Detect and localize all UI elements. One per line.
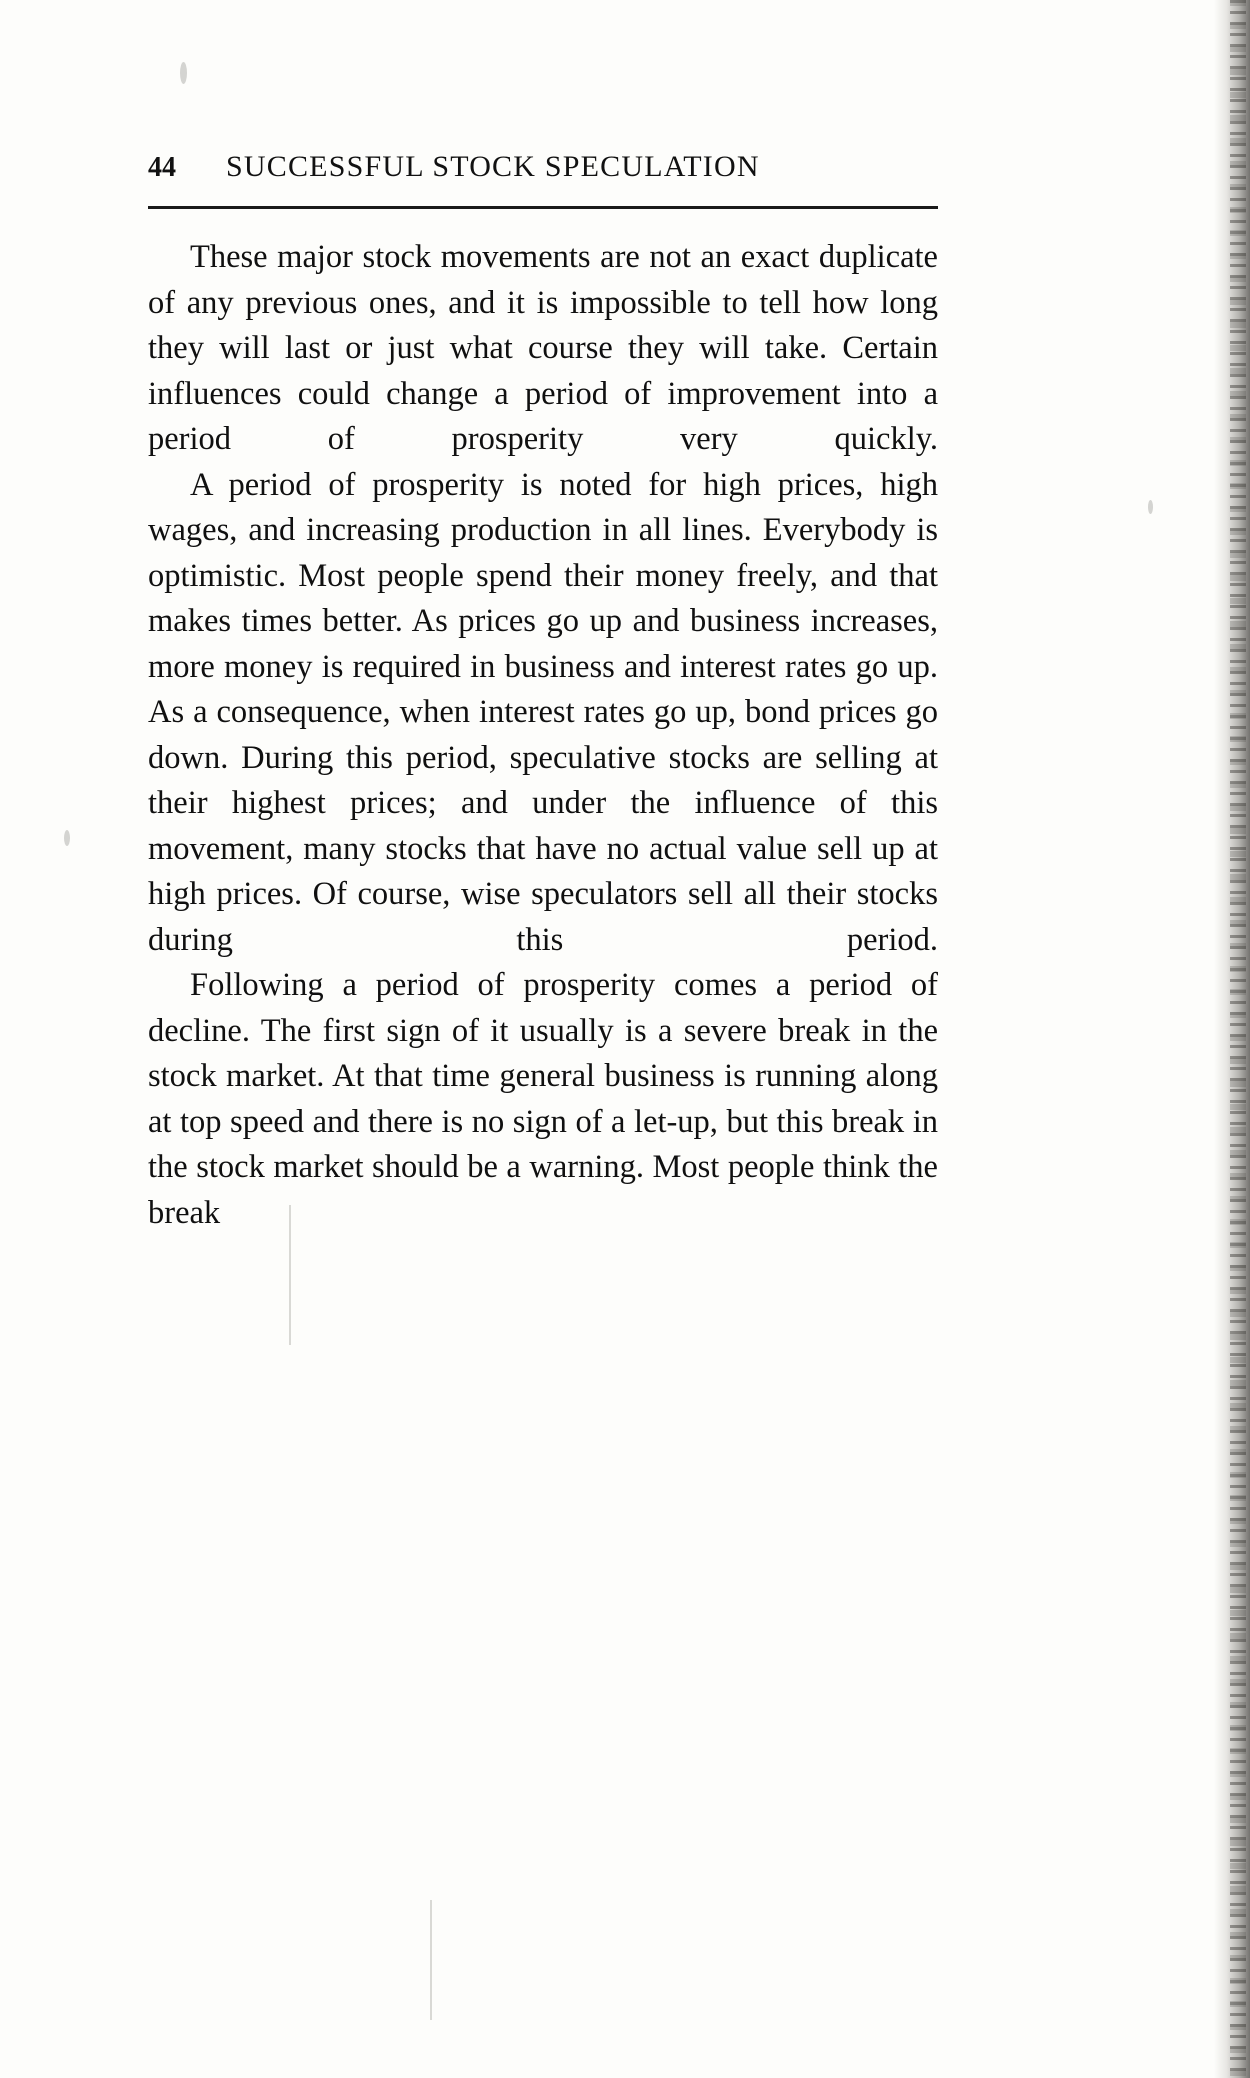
paragraph: These major stock movements are not an exact duplicate of any previous ones, and it is impossible to tell how long they will last or just what course they will take. Certain influences could change a period of improvement into a period of prosperity very quickly. <box>148 239 938 457</box>
scan-speck <box>180 62 187 84</box>
book-title-header: SUCCESSFUL STOCK SPECULATION <box>226 150 760 183</box>
scan-speck <box>1148 500 1153 514</box>
scan-streak <box>430 1900 432 2020</box>
page-content <box>148 150 938 1236</box>
page-number: 44 <box>148 152 176 183</box>
paragraph: A period of prosperity is noted for high prices, high wages, and increasing production in all lines. Everybody is optimistic. Most people spend their money freely, and that makes times better. As prices go up and business increases, more money is required in business and interest rates go up. As a consequence, when interest rates go up, bond prices go down. During this period, speculative stocks are selling at their highest prices; and under the influence of this movement, many stocks that have no actual value sell up at high prices. Of course, wise speculators sell all their stocks during this period. <box>148 466 938 958</box>
body-text <box>148 235 938 1236</box>
scan-speck <box>64 830 70 846</box>
paragraph: Following a period of prosperity comes a period of decline. The first sign of it usually is a severe break in the stock market. At that time general business is running along at top speed and there is no sign of a let-up, but this break in the stock market should be a warning. Most people think the break <box>148 967 938 1231</box>
gutter-speckle-texture <box>1230 0 1246 2078</box>
page-gutter-shadow <box>1214 0 1250 2078</box>
header-rule <box>148 206 938 209</box>
running-head <box>148 150 938 196</box>
